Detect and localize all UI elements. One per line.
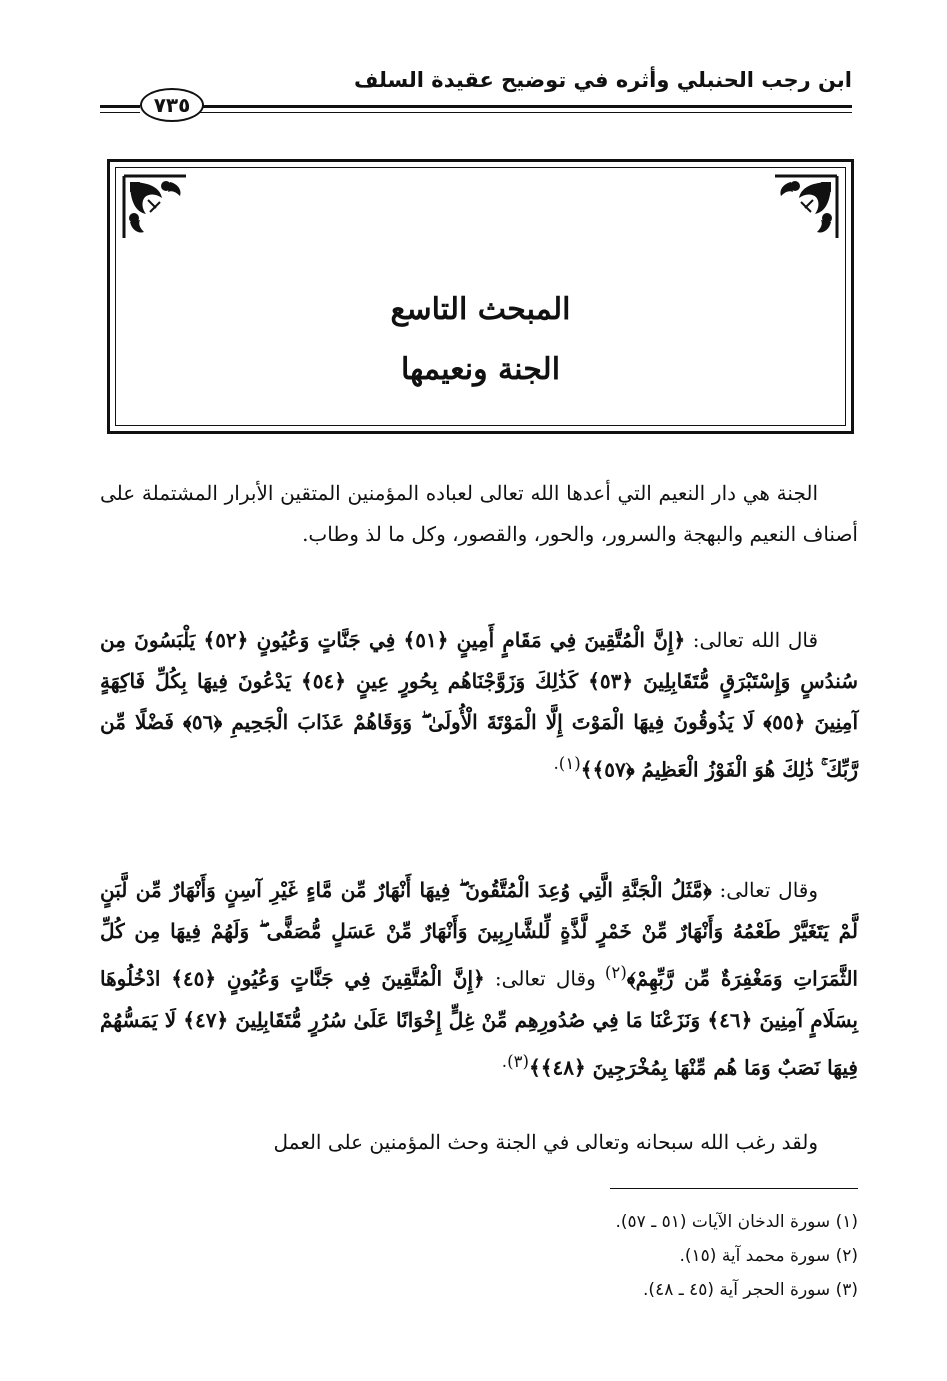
corner-ornament-icon [771, 172, 841, 242]
paragraph-text: ولقد رغب الله سبحانه وتعالى في الجنة وحث المؤمنين على العمل [273, 1130, 818, 1154]
quran-verse: ﴿إِنَّ الْمُتَّقِينَ فِي مَقَامٍ أَمِينٍ ﴿٥١﴾ فِي جَنَّاتٍ وَعُيُونٍ ﴿٥٢﴾ يَلْبَسُونَ مِن سُندُسٍ وَإِسْتَبْرَقٍ مُّتَقَابِلِينَ ﴿٥٣﴾ كَذَٰلِكَ وَزَوَّجْنَاهُم بِحُورٍ عِينٍ ﴿٥٤﴾ يَدْعُونَ فِيهَا بِكُلِّ فَاكِهَةٍ آمِنِينَ ﴿٥٥﴾ لَا يَذُوقُونَ فِيهَا الْمَوْتَ إِلَّا الْمَوْتَةَ الْأُولَىٰ ۖ وَوَقَاهُمْ عَذَابَ الْجَحِيمِ ﴿٥٦﴾ فَضْلًا مِّن رَّبِّكَ ۚ ذَٰلِكَ هُوَ الْفَوْزُ الْعَظِيمُ ﴿٥٧﴾﴾ [100, 628, 859, 782]
section-title-line2: الجنة ونعيمها [400, 352, 561, 387]
footnote-ref: (٣). [501, 1051, 530, 1071]
quote-intro: وقال تعالى: [711, 878, 819, 902]
body-paragraph-1 [100, 473, 858, 555]
footnote: (١) سورة الدخان الآيات (٥١ ـ ٥٧). [615, 1212, 858, 1232]
quote-intro: قال الله تعالى: [685, 628, 819, 652]
body-paragraph-2 [100, 620, 858, 791]
page-number: ٧٣٥ [140, 88, 204, 122]
section-title-frame [107, 159, 854, 434]
header-rule-left-thin [100, 112, 140, 113]
header-rule-left-thick [100, 105, 140, 108]
footnote: (٣) سورة الحجر آية (٤٥ ـ ٤٨). [643, 1280, 858, 1300]
footnote-separator [610, 1188, 858, 1189]
body-paragraph-4 [100, 1122, 858, 1163]
paragraph-text [100, 620, 858, 791]
body-paragraph-3 [100, 870, 858, 1088]
corner-ornament-icon [120, 172, 190, 242]
footnote: (٢) سورة محمد آية (١٥). [679, 1246, 858, 1266]
quran-verse: ﴿مَّثَلُ الْجَنَّةِ الَّتِي وُعِدَ الْمُتَّقُونَ ۖ فِيهَا أَنْهَارٌ مِّن مَّاءٍ غَيْرِ آسِنٍ وَأَنْهَارٌ مِّن لَّبَنٍ لَّمْ يَتَغَيَّرْ طَعْمُهُ وَأَنْهَارٌ مِّنْ خَمْرٍ لَّذَّةٍ لِّلشَّارِبِينَ وَأَنْهَارٌ مِّنْ عَسَلٍ مُّصَفًّى ۖ وَلَهُمْ فِيهَا مِن كُلِّ الثَّمَرَاتِ وَمَغْفِرَةٌ مِّن رَّبِّهِمْ﴾ [100, 878, 858, 991]
page-header [100, 62, 852, 128]
quote-intro: وقال تعالى: [484, 966, 596, 991]
running-title: ابن رجب الحنبلي وأثره في توضيح عقيدة السلف [353, 68, 852, 92]
header-rule-thick [200, 105, 852, 108]
footnote-ref: (١). [553, 754, 581, 773]
header-rule-thin [200, 112, 852, 113]
quran-verse: ﴿إِنَّ الْمُتَّقِينَ فِي جَنَّاتٍ وَعُيُونٍ ﴿٤٥﴾ ادْخُلُوهَا بِسَلَامٍ آمِنِينَ ﴿٤٦﴾ وَنَزَعْنَا مَا فِي صُدُورِهِم مِّنْ غِلٍّ إِخْوَانًا عَلَىٰ سُرُرٍ مُّتَقَابِلِينَ ﴿٤٧﴾ لَا يَمَسُّهُمْ فِيهَا نَصَبٌ وَمَا هُم مِّنْهَا بِمُخْرَجِينَ ﴿٤٨﴾﴾ [100, 966, 858, 1080]
footnotes [100, 1205, 858, 1307]
paragraph-text [100, 870, 858, 1088]
footnote-ref: (٢) [595, 963, 627, 982]
section-title-line1: المبحث التاسع [390, 292, 571, 327]
paragraph-text: الجنة هي دار النعيم التي أعدها الله تعالى لعباده المؤمنين المتقين الأبرار المشتملة على أصناف النعيم والبهجة والسرور، والحور، والقصور، وكل ما لذ وطاب. [100, 481, 858, 546]
